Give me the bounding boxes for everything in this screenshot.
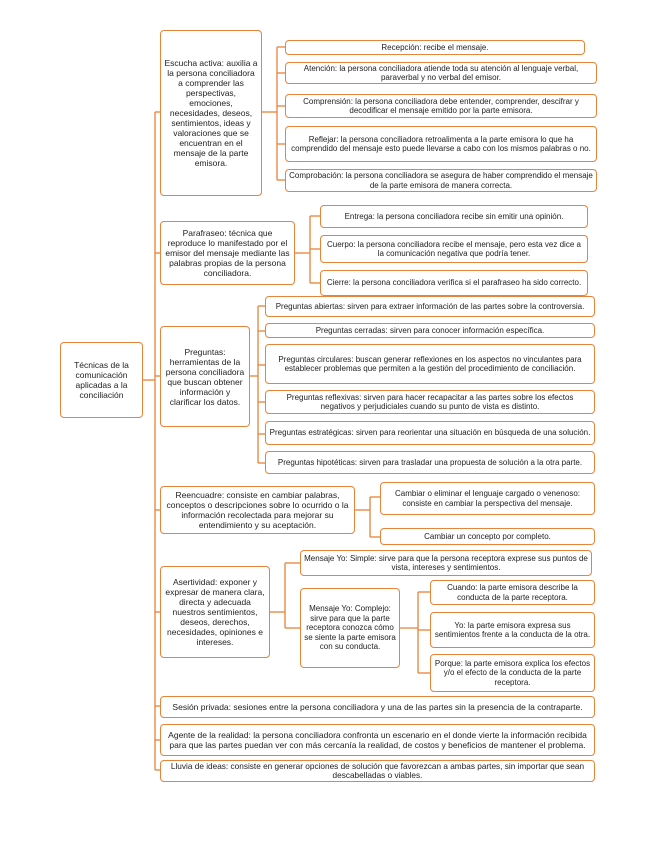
branch-agente-realidad	[160, 724, 595, 756]
node-text: Preguntas abiertas: sirven para extraer información de las partes sobre la controversia.	[275, 301, 585, 311]
node-comprension	[285, 94, 597, 118]
branch-escucha-activa	[160, 30, 262, 196]
node-cuerpo	[320, 235, 588, 263]
node-atencion	[285, 62, 597, 84]
branch-text: Lluvia de ideas: consiste en generar opciones de solución que favorezcan a ambas partes, sin importar que sean descabelladas o viables.	[170, 761, 585, 780]
node-mensaje-yo-simple	[300, 550, 592, 576]
node-text: Cambiar un concepto por completo.	[424, 531, 551, 541]
node-text: Comprensión: la persona conciliadora debe entender, comprender, descifrar y decodificar el mensaje emitido por la parte emisora.	[303, 96, 579, 115]
node-preguntas-abiertas	[265, 296, 595, 317]
node-porque	[430, 654, 595, 692]
branch-reencuadre	[160, 486, 355, 534]
node-entrega	[320, 205, 588, 228]
branch-text: Reencuadre: consiste en cambiar palabras, conceptos o descripciones sobre lo ocurrido o la información recolectada para mejorar su entendimiento y su aceptación.	[166, 490, 349, 530]
branch-text: Escucha activa: auxilia a la persona conciliadora a comprender las perspectivas, emociones, necesidades, deseos, sentimientos, ideas y valoraciones que se encuentran en el mensaje de la parte emisora.	[164, 58, 258, 168]
node-reflejar	[285, 126, 597, 162]
branch-text: Asertividad: exponer y expresar de manera clara, directa y adecuada nuestros sentimientos, deseos, derechos, necesidades, opiniones e intereses.	[165, 577, 265, 647]
node-text: Reflejar: la persona conciliadora retroalimenta a la parte emisora lo que ha comprendido del mensaje esto puede llevarse a cabo con los mismos palabras o no.	[291, 134, 591, 153]
node-text: Cambiar o eliminar el lenguaje cargado o venenoso: consiste en cambiar la perspectiva del mensaje.	[395, 489, 580, 508]
branch-text: Preguntas: herramientas de la persona conciliadora que buscan obtener información y clarificar los datos.	[165, 346, 245, 407]
branch-text: Sesión privada: sesiones entre la persona conciliadora y una de las partes sin la presencia de la contraparte.	[172, 702, 583, 712]
node-preguntas-circulares	[265, 344, 595, 384]
node-text: Yo: la parte emisora expresa sus sentimientos frente a la conducta de la otra.	[434, 620, 591, 639]
node-cuando	[430, 580, 595, 605]
node-text: Preguntas reflexivas: sirven para hacer recapacitar a las partes sobre los efectos negativos y perjudiciales cuando su punto de vista es distinto.	[286, 392, 574, 411]
node-text: Recepción: recibe el mensaje.	[381, 42, 489, 52]
branch-preguntas	[160, 326, 250, 427]
node-text: Mensaje Yo: Simple: sirve para que la persona receptora exprese sus puntos de vista, intereses y sentimientos.	[304, 553, 588, 572]
node-text: Porque: la parte emisora explica los efectos y/o el efecto de la conducta de la parte receptora.	[434, 658, 591, 687]
node-text: Comprobación: la persona conciliadora se asegura de haber comprendido el mensaje de la parte emisora de manera correcta.	[289, 171, 593, 190]
node-text: Cuerpo: la persona conciliadora recibe el mensaje, pero esta vez dice a la comunicación negativa que podría tener.	[327, 239, 581, 258]
node-text: Preguntas circulares: buscan generar reflexiones en los aspectos no vinculantes para establecer problemas que permiten a la gestión del procedimiento de conciliación.	[278, 354, 582, 373]
node-cambiar-lenguaje	[380, 482, 595, 515]
node-cambiar-concepto	[380, 528, 595, 545]
node-text: Entrega: la persona conciliadora recibe sin emitir una opinión.	[344, 211, 564, 221]
node-text: Atención: la persona conciliadora atiende toda su atención al lenguaje verbal, paraverbal y no verbal del emisor.	[303, 63, 579, 82]
node-preguntas-cerradas	[265, 323, 595, 338]
node-recepcion	[285, 40, 585, 55]
node-text: Cierre: la persona conciliadora verifica si el parafraseo ha sido correcto.	[326, 278, 582, 288]
branch-lluvia-ideas	[160, 760, 595, 782]
root-node	[60, 342, 143, 418]
node-cierre	[320, 270, 588, 296]
node-text: Cuando: la parte emisora describe la conducta de la parte receptora.	[447, 583, 578, 602]
branch-sesion-privada	[160, 696, 595, 718]
node-yo	[430, 612, 595, 648]
branch-text: Parafraseo: técnica que reproduce lo manifestado por el emisor del mensaje mediante las palabras propias de la persona conciliadora.	[165, 228, 290, 278]
node-text: Mensaje Yo: Complejo: sirve para que la parte receptora conozca cómo se siente la parte emisora con su conducta.	[304, 604, 396, 652]
root-text: Técnicas de la comunicación aplicadas a la conciliación	[74, 360, 129, 400]
node-text: Preguntas estratégicas: sirven para reorientar una situación en búsqueda de una solución.	[269, 428, 591, 438]
node-mensaje-yo-complejo	[300, 588, 400, 668]
node-preguntas-estrategicas	[265, 421, 595, 445]
node-text: Preguntas cerradas: sirven para conocer información específica.	[315, 325, 545, 335]
node-comprobacion	[285, 169, 597, 192]
node-preguntas-hipoteticas	[265, 451, 595, 474]
node-text: Preguntas hipotéticas: sirven para trasladar una propuesta de solución a la otra parte.	[277, 457, 583, 467]
branch-parafraseo	[160, 221, 295, 285]
node-preguntas-reflexivas	[265, 390, 595, 414]
branch-asertividad	[160, 566, 270, 658]
branch-text: Agente de la realidad: la persona conciliadora confronta un escenario en el donde vierte la información recibida para que las partes puedan ver con más cercanía la realidad, de costos y beneficios de mantener el problema.	[168, 730, 587, 750]
